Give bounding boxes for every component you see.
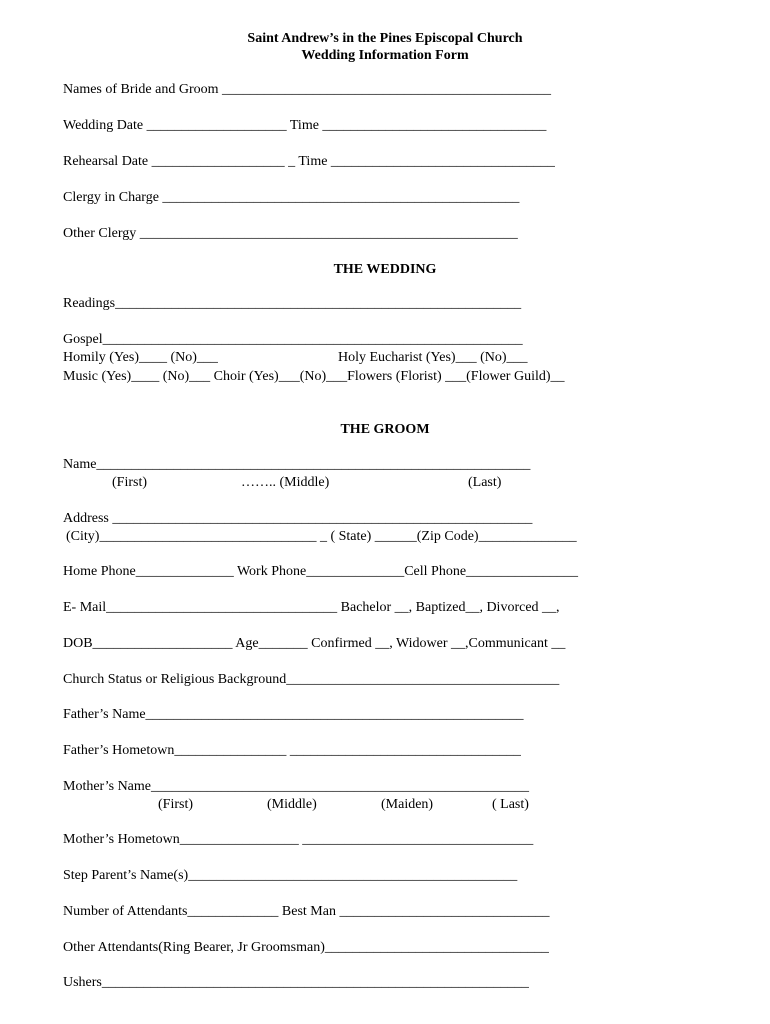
name-first-caption: (First) — [112, 475, 147, 490]
city-state-zip-field[interactable]: (City)_______________________________ _ ( State) ______(Zip Code)______________ — [66, 529, 577, 544]
names-field[interactable]: Names of Bride and Groom _______________________________________________ — [63, 82, 552, 97]
readings-field[interactable]: Readings__________________________________________________________ — [63, 296, 522, 311]
dob-field[interactable]: DOB____________________ Age_______ Confirmed __, Widower __,Communicant __ — [63, 636, 566, 651]
mothers-hometown-field[interactable]: Mother’s Hometown_________________ _________________________________ — [63, 832, 534, 847]
mother-last-caption: ( Last) — [492, 797, 529, 812]
mother-maiden-caption: (Maiden) — [381, 797, 434, 812]
clergy-in-charge-field[interactable]: Clergy in Charge ___________________________________________________ — [63, 190, 520, 205]
fathers-name-field[interactable]: Father’s Name______________________________________________________ — [63, 707, 524, 722]
groom-heading: THE GROOM — [340, 422, 430, 437]
name-last-caption: (Last) — [468, 475, 502, 490]
gospel-field[interactable]: Gospel____________________________________________________________ — [63, 332, 523, 347]
name-middle-caption: …….. (Middle) — [241, 475, 330, 490]
rehearsal-date-field[interactable]: Rehearsal Date ___________________ _ Time ________________________________ — [63, 154, 555, 169]
mother-middle-caption: (Middle) — [267, 797, 317, 812]
fathers-hometown-field[interactable]: Father’s Hometown________________ _________________________________ — [63, 743, 521, 758]
church-status-field[interactable]: Church Status or Religious Background_______________________________________ — [63, 672, 560, 687]
form-title: Wedding Information Form — [301, 48, 469, 63]
phones-field[interactable]: Home Phone______________ Work Phone______________Cell Phone________________ — [63, 564, 579, 579]
groom-name-field[interactable]: Name______________________________________________________________ — [63, 457, 531, 472]
mothers-name-field[interactable]: Mother’s Name______________________________________________________ — [63, 779, 529, 794]
eucharist-field[interactable]: Holy Eucharist (Yes)___ (No)___ — [338, 350, 528, 365]
step-parents-field[interactable]: Step Parent’s Name(s)_______________________________________________ — [63, 868, 518, 883]
wedding-heading: THE WEDDING — [333, 262, 437, 277]
ushers-field[interactable]: Ushers_____________________________________________________________ — [63, 975, 529, 990]
attendants-field[interactable]: Number of Attendants_____________ Best Man ______________________________ — [63, 904, 550, 919]
email-field[interactable]: E- Mail_________________________________ Bachelor __, Baptized__, Divorced __, — [63, 600, 560, 615]
other-attendants-field[interactable]: Other Attendants(Ring Bearer, Jr Groomsman)________________________________ — [63, 940, 549, 955]
mother-first-caption: (First) — [158, 797, 193, 812]
address-field[interactable]: Address ____________________________________________________________ — [63, 511, 533, 526]
church-name: Saint Andrew’s in the Pines Episcopal Church — [247, 31, 523, 46]
music-field[interactable]: Music (Yes)____ (No)___ Choir (Yes)___(No)___Flowers (Florist) ___(Flower Guild)__ — [63, 369, 565, 384]
homily-field[interactable]: Homily (Yes)____ (No)___ — [63, 350, 218, 365]
wedding-date-field[interactable]: Wedding Date ____________________ Time ________________________________ — [63, 118, 547, 133]
other-clergy-field[interactable]: Other Clergy ______________________________________________________ — [63, 226, 518, 241]
